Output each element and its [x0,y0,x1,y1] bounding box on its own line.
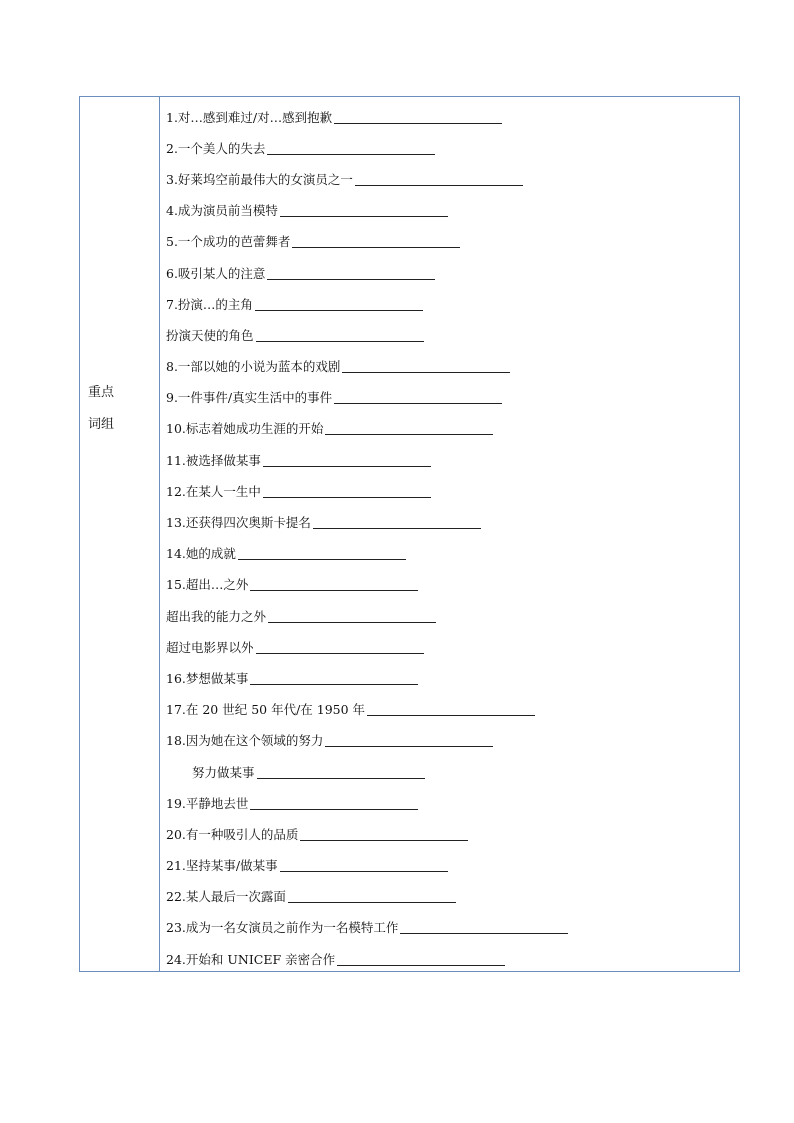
phrase-row [166,600,731,631]
answer-blank[interactable] [355,172,523,186]
phrase-row [166,351,731,382]
phrase-text: 1.对…感到难过/对…感到抱歉 [166,109,333,125]
phrase-text: 7.扮演…的主角 [166,296,253,312]
phrase-text: 16.梦想做某事 [166,670,249,686]
phrase-text: 12.在某人一生中 [166,483,261,499]
phrase-row [166,912,731,943]
phrase-row [166,756,731,787]
answer-blank[interactable] [238,546,406,560]
answer-blank[interactable] [334,110,502,124]
answer-blank[interactable] [342,359,510,373]
phrase-row [166,725,731,756]
answer-blank[interactable] [267,266,435,280]
phrase-list [166,101,731,974]
phrase-text: 19.平静地去世 [166,795,249,811]
answer-blank[interactable] [263,484,431,498]
answer-blank[interactable] [250,577,418,591]
phrase-text: 努力做某事 [192,764,255,780]
phrase-row [166,413,731,444]
answer-blank[interactable] [337,952,505,966]
answer-blank[interactable] [325,733,493,747]
phrase-row [166,132,731,163]
phrase-row [166,818,731,849]
phrase-text: 11.被选择做某事 [166,452,261,468]
phrase-text: 13.还获得四次奥斯卡提名 [166,515,311,531]
phrase-row [166,195,731,226]
section-label-line2: 词组 [88,417,115,432]
phrase-text: 8.一部以她的小说为蓝本的戏剧 [166,359,341,375]
answer-blank[interactable] [256,328,424,342]
phrase-text: 18.因为她在这个领域的努力 [166,733,324,749]
answer-blank[interactable] [280,203,448,217]
answer-blank[interactable] [313,515,481,529]
phrase-text: 6.吸引某人的注意 [166,265,266,281]
answer-blank[interactable] [255,297,423,311]
phrase-row [166,382,731,413]
phrase-text: 10.标志着她成功生涯的开始 [166,421,324,437]
phrase-text: 超过电影界以外 [166,639,254,655]
answer-blank[interactable] [325,421,493,435]
answer-blank[interactable] [257,765,425,779]
phrase-text: 17.在 20 世纪 50 年代/在 1950 年 [166,702,366,718]
phrase-text: 9.一件事件/真实生活中的事件 [166,390,333,406]
answer-blank[interactable] [268,609,436,623]
phrase-row [166,943,731,974]
phrase-text: 扮演天使的角色 [166,327,254,343]
answer-blank[interactable] [250,671,418,685]
phrase-row [166,163,731,194]
phrase-row [166,475,731,506]
answer-blank[interactable] [367,702,535,716]
answer-blank[interactable] [292,234,460,248]
answer-blank[interactable] [300,827,468,841]
phrase-text: 2.一个美人的失去 [166,140,266,156]
phrase-text: 5.一个成功的芭蕾舞者 [166,234,291,250]
phrase-row [166,662,731,693]
answer-blank[interactable] [267,141,435,155]
answer-blank[interactable] [400,920,568,934]
answer-blank[interactable] [280,858,448,872]
answer-blank[interactable] [334,390,502,404]
phrase-row [166,226,731,257]
section-label-line1: 重点 [88,385,115,400]
phrase-text: 22.某人最后一次露面 [166,889,286,905]
phrase-text: 15.超出…之外 [166,577,249,593]
phrase-row [166,787,731,818]
answer-blank[interactable] [250,796,418,810]
section-label-cell [80,97,160,971]
answer-blank[interactable] [288,889,456,903]
phrase-row [166,631,731,662]
phrase-text: 23.成为一名女演员之前作为一名模特工作 [166,920,399,936]
answer-blank[interactable] [256,640,424,654]
phrase-row [166,257,731,288]
phrase-row [166,288,731,319]
phrase-text: 21.坚持某事/做某事 [166,858,278,874]
phrase-row [166,694,731,725]
phrase-text: 20.有一种吸引人的品质 [166,826,299,842]
phrase-row [166,538,731,569]
phrase-row [166,444,731,475]
phrase-row [166,101,731,132]
answer-blank[interactable] [263,453,431,467]
phrase-row [166,881,731,912]
phrase-row [166,850,731,881]
phrase-text: 24.开始和 UNICEF 亲密合作 [166,951,336,967]
phrase-row [166,506,731,537]
phrase-text: 超出我的能力之外 [166,608,267,624]
phrase-row [166,569,731,600]
vocab-table [79,96,740,972]
phrase-text: 4.成为演员前当模特 [166,203,278,219]
phrase-text: 14.她的成就 [166,546,236,562]
phrase-row [166,319,731,350]
phrase-text: 3.好莱坞空前最伟大的女演员之一 [166,171,353,187]
